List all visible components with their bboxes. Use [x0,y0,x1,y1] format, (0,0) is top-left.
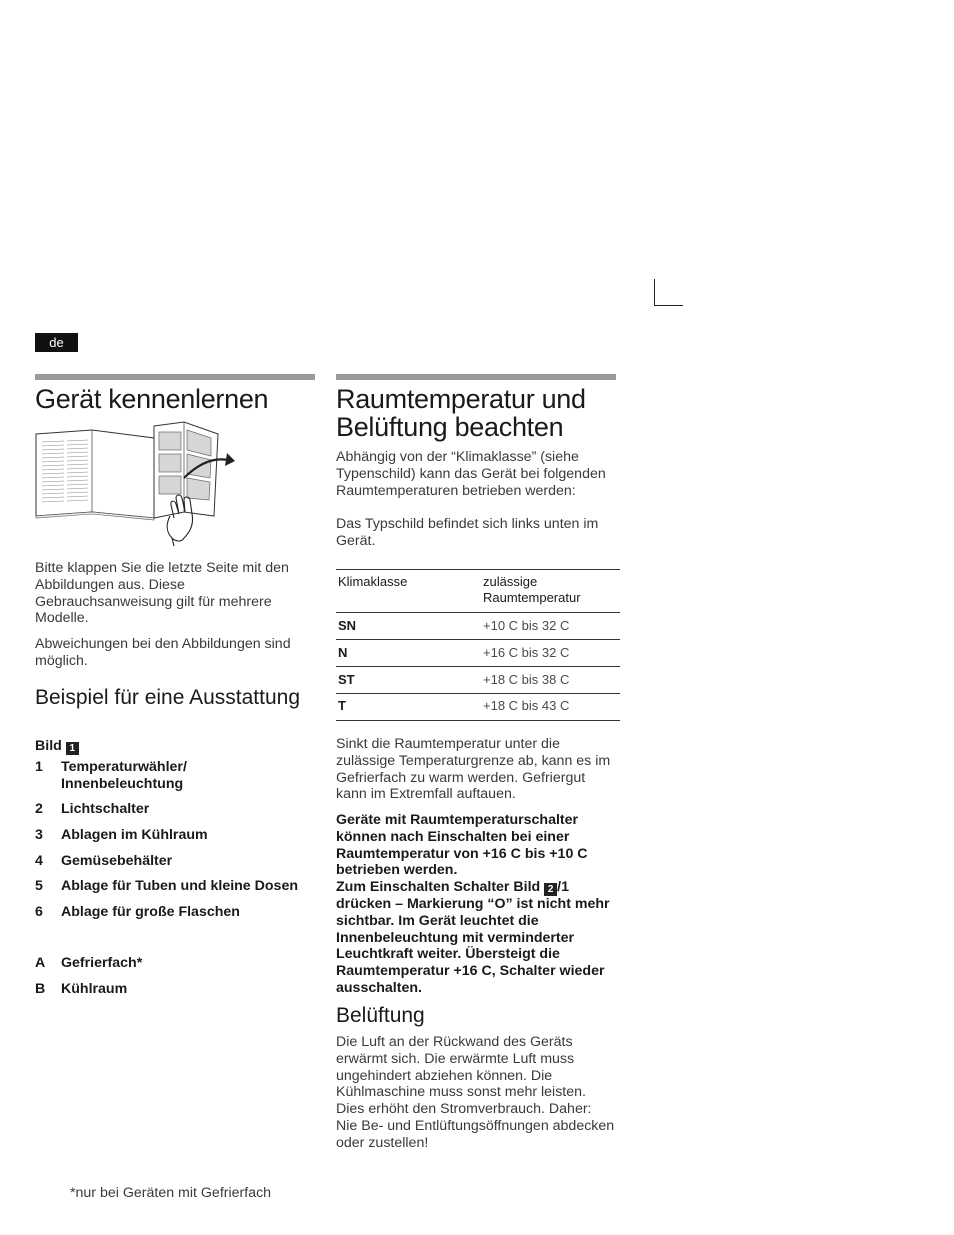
table-cell: +16 C bis 32 C [483,645,570,660]
example-subheading: Beispiel für eine Ausstattung [35,686,301,709]
figure-number-badge: 1 [66,742,79,755]
table-cell: +10 C bis 32 C [483,618,570,633]
language-badge: de [35,333,78,352]
figure-reference [35,738,79,755]
right-section-rule [336,374,616,380]
crop-mark-vertical [654,279,655,306]
figure-label: Bild [35,738,62,754]
crop-mark-horizontal [654,305,683,306]
left-section-rule [35,374,315,380]
switch-instructions: Zum Einschalten Schalter Bild 2 /1 drücken – Markierung “O” ist nicht mehr sichtbar. Im Gerät leuchtet die Innenbeleuchtung mit verminderter Leuchtkraft weiter. Übersteigt die Raumtemperatur +16 C, Schalter wieder ausschalten. [336,879,610,996]
table-cell: +18 C bis 38 C [483,672,570,687]
ventilation-paragraph: Die Luft an der Rückwand des Geräts erwärmt sich. Die erwärmte Luft muss ungehindert abziehen können. Die Kühlmaschine muss sonst mehr leisten. Dies erhöht den Stromverbrauch. Daher: Nie Be- und Entlüftungsöffnungen abdecken oder zustellen! [336,1034,615,1151]
intro-paragraph-1: Bitte klappen Sie die letzte Seite mit den Abbildungen aus. Diese Gebrauchsanweisung gilt für mehrere Modelle. [35,560,289,627]
ventilation-subheading: Belüftung [336,1004,425,1027]
footnote: *nur bei Geräten mit Gefrierfach [70,1185,272,1201]
figure-number-badge: 2 [544,883,557,896]
table-header-temperature: zulässige Raumtemperatur [483,574,581,605]
table-row: N [338,645,348,660]
table-row: SN [338,618,357,633]
climate-intro: Abhängig von der “Klimaklasse” (siehe Typenschild) kann das Gerät bei folgenden Raumtemperaturen betrieben werden: [336,449,606,499]
table-row: T [338,698,346,713]
temperature-warning: Sinkt die Raumtemperatur unter die zulässige Temperaturgrenze ab, kann es im Gefrierfach zu warm werden. Gefriergut kann im Extremfall auftauen. [336,736,611,803]
type-plate-note: Das Typschild befindet sich links unten im Gerät. [336,516,599,549]
table-header-class: Klimaklasse [338,574,408,589]
foldout-booklet-illustration [34,420,244,550]
right-heading: Raumtemperatur und Belüftung beachten [336,384,586,442]
intro-paragraph-2: Abweichungen bei den Abbildungen sind möglich. [35,636,291,669]
table-cell: +18 C bis 43 C [483,698,570,713]
left-heading: Gerät kennenlernen [35,384,269,414]
table-row: ST [338,672,355,687]
room-temperature-switch-info: Geräte mit Raumtemperaturschalter können nach Einschalten bei einer Raumtemperatur von +16 C bis +10 C betrieben werden. [336,812,588,879]
